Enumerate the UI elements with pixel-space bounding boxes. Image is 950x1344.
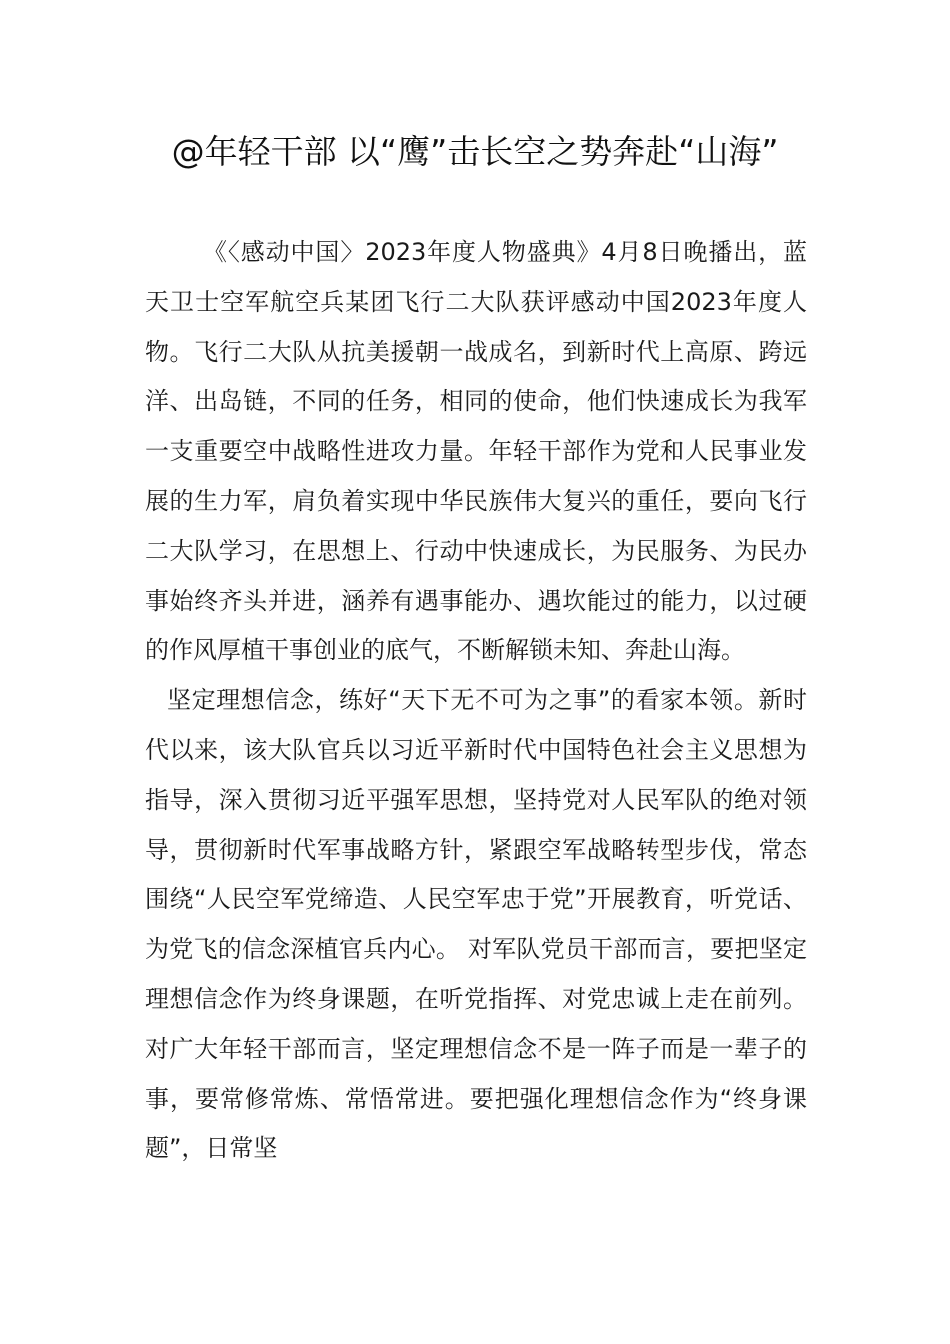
document-title: @年轻干部 以“鹰”击长空之势奔赴“山海” [171, 132, 779, 171]
paragraph-ideals: 坚定理想信念，练好“天下无不可为之事”的看家本领。新时代以来，该大队官兵以习近平新时代中国特色社会主义思想为指导，深入贯彻习近平强军思想，坚持党对人民军队的绝对领导，贯彻新时代军事战略方针，紧跟空军战略转型步伐，常态围绕“人民空军党缔造、人民空军忠于党”开展教育，听党话、为党飞的信念深植官兵内心。 对军队党员干部而言，要把坚定理想信念作为终身课题，在听党指挥、对党忠诚上走在前列。对广大年轻干部而言，坚定理想信念不是一阵子而是一辈子的事，要常修常炼、常悟常进。要把强化理想信念作为“终身课题”，日常坚 [145, 686, 807, 1163]
document-body [145, 228, 807, 1174]
paragraph-intro: 《〈感动中国〉2023年度人物盛典》4月8日晚播出，蓝天卫士空军航空兵某团飞行二大队获评感动中国2023年度人物。飞行二大队从抗美援朝一战成名，到新时代上高原、跨远洋、出岛链，不同的任务，相同的使命，他们快速成长为我军一支重要空中战略性进攻力量。年轻干部作为党和人民事业发展的生力军，肩负着实现中华民族伟大复兴的重任，要向飞行二大队学习，在思想上、行动中快速成长，为民服务、为民办事始终齐头并进，涵养有遇事能办、遇坎能过的能力，以过硬的作风厚植干事创业的底气，不断解锁未知、奔赴山海。 [145, 238, 807, 665]
